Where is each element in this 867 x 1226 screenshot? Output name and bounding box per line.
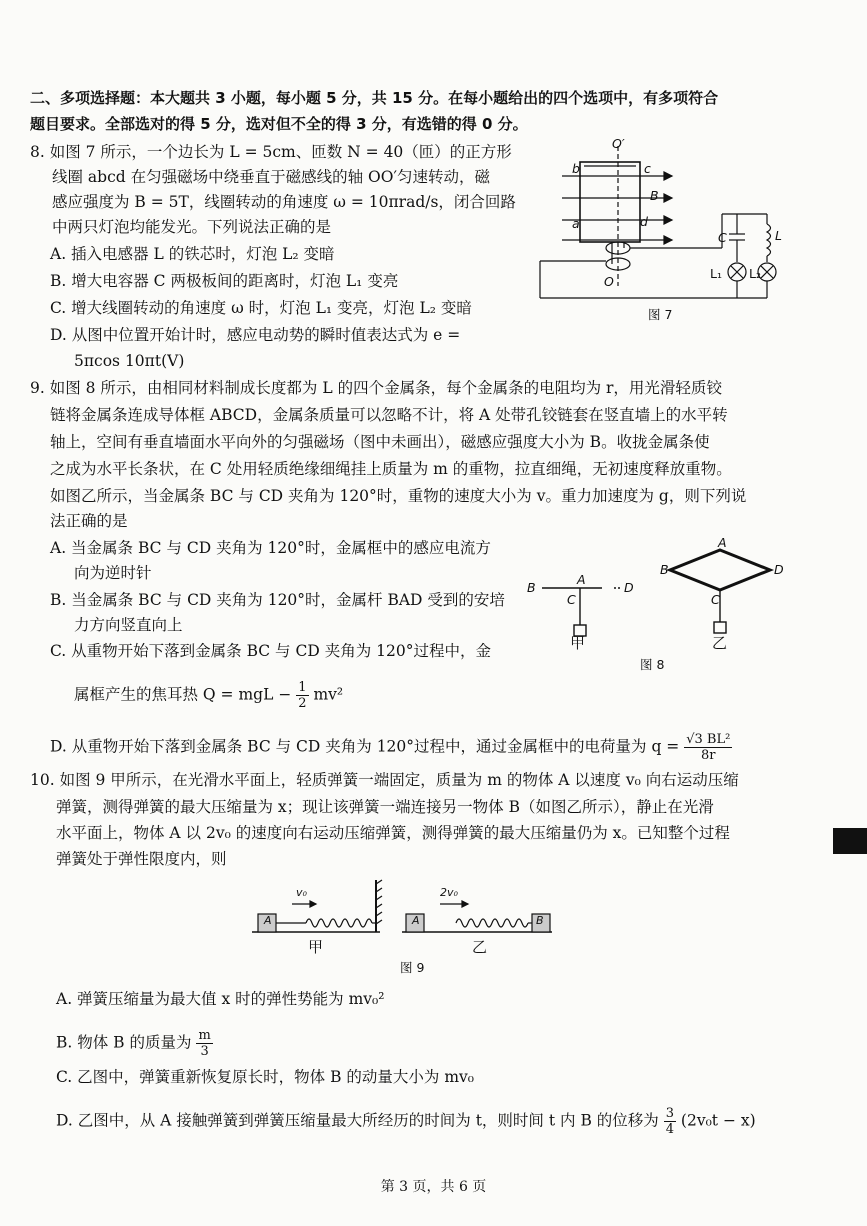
- figure-7-caption: 图 7: [648, 307, 673, 322]
- q10-b-pre: B. 物体 B 的质量为: [56, 1033, 192, 1052]
- q9-option-a-line2: 向为逆时针: [74, 564, 152, 582]
- q8-stem-line3: 感应强度为 B = 5T，线圈转动的角速度 ω = 10πrad/s，闭合回路: [52, 193, 516, 211]
- page-footer: 第 3 页，共 6 页: [380, 1179, 487, 1195]
- fig7-label-l2: L₂: [749, 266, 761, 281]
- fig8-jia-caption: 甲: [570, 634, 586, 652]
- q9-c-pre: 属框产生的焦耳热 Q = mgL −: [74, 685, 292, 704]
- fig7-label-b: b: [572, 161, 580, 176]
- q10-d-post: (2v₀t − x): [680, 1111, 756, 1130]
- section-header-line1: 二、多项选择题：本大题共 3 小题，每小题 5 分，共 15 分。在每小题给出的四个选项中，有多项符合: [30, 89, 719, 107]
- q9-option-c-line1: C. 从重物开始下落到金属条 BC 与 CD 夹角为 120°过程中，金: [50, 642, 491, 660]
- fig8-jia-label-c: C: [567, 592, 576, 607]
- fig7-label-a: a: [572, 216, 580, 231]
- q10-d-fraction: $\frac{3}{4}$: [665, 1106, 674, 1137]
- q9-d-fraction: $\frac{\text{√3 BL²}}{8r}$: [686, 732, 731, 763]
- fig7-label-field: B: [650, 188, 659, 203]
- fig8-jia-label-b: B: [527, 580, 536, 595]
- q8-stem-line4: 中两只灯泡均能发光。下列说法正确的是: [52, 218, 332, 236]
- fig8-yi-label-c: C: [711, 592, 720, 607]
- q10-stem-line4: 弹簧处于弹性限度内，则: [56, 850, 227, 868]
- fig7-label-d: d: [640, 214, 648, 229]
- q9-stem-line6: 法正确的是: [50, 512, 128, 530]
- figure-9-diagram: [248, 872, 558, 942]
- q8-option-b: B. 增大电容器 C 两极板间的距离时，灯泡 L₁ 变亮: [50, 272, 399, 290]
- q8-option-d-line2: 5πcos 10πt(V): [74, 352, 185, 370]
- fig8-yi-label-a: A: [718, 535, 727, 550]
- q8-option-c: C. 增大线圈转动的角速度 ω 时，灯泡 L₁ 变亮，灯泡 L₂ 变暗: [50, 299, 472, 317]
- q8-option-a: A. 插入电感器 L 的铁芯时，灯泡 L₂ 变暗: [50, 245, 335, 263]
- q10-option-c: C. 乙图中，弹簧重新恢复原长时，物体 B 的动量大小为 mv₀: [56, 1068, 475, 1086]
- section-header-line2: 题目要求。全部选对的得 5 分，选对但不全的得 3 分，有选错的得 0 分。: [30, 115, 528, 133]
- fig9-jia-caption: 甲: [308, 938, 324, 956]
- q9-stem-line4: 之成为水平长条状，在 C 处用轻质绝缘细绳挂上质量为 m 的重物，拉直细绳，无初速度释放重物。: [50, 460, 732, 478]
- q9-stem-line5: 如图乙所示，当金属条 BC 与 CD 夹角为 120°时，重物的速度大小为 v。重力加速度为 g，则下列说: [50, 487, 747, 505]
- fig8-jia-label-d: D: [624, 580, 634, 595]
- q8-option-d-line1: D. 从图中位置开始计时，感应电动势的瞬时值表达式为 e =: [50, 326, 461, 344]
- q10-stem-line3: 水平面上，物体 A 以 2v₀ 的速度向右运动压缩弹簧，测得弹簧的最大压缩量仍为 x。已知整个过程: [56, 824, 730, 842]
- figure-8-diagram: [520, 530, 820, 660]
- fig7-label-o: O: [604, 274, 614, 289]
- fig9-yi-block-a: A: [412, 914, 420, 927]
- q10-option-d: [56, 1106, 756, 1137]
- fig7-label-c: c: [644, 161, 651, 176]
- q8-stem-line2: 线圈 abcd 在匀强磁场中绕垂直于磁感线的轴 OO′匀速转动，磁: [52, 168, 490, 186]
- q9-option-a-line1: A. 当金属条 BC 与 CD 夹角为 120°时，金属框中的感应电流方: [50, 539, 491, 557]
- fig8-yi-label-b: B: [660, 562, 669, 577]
- q10-option-a: A. 弹簧压缩量为最大值 x 时的弹性势能为 mv₀²: [56, 990, 385, 1008]
- fig8-jia-label-a: A: [577, 572, 586, 587]
- q9-c-post: mv²: [313, 685, 344, 704]
- q9-option-b-line1: B. 当金属条 BC 与 CD 夹角为 120°时，金属杆 BAD 受到的安培: [50, 591, 505, 609]
- fig7-label-op: O′: [612, 136, 625, 151]
- q10-stem-line2: 弹簧，测得弹簧的最大压缩量为 x；现让该弹簧一端连接另一物体 B（如图乙所示），静止在光滑: [56, 798, 714, 816]
- fig7-label-inductor: L: [775, 228, 782, 243]
- q9-c-fraction: $\frac{1}{2}$: [298, 680, 307, 711]
- fig9-jia-v0: v₀: [296, 886, 307, 899]
- q9-d-pre: D. 从重物开始下落到金属条 BC 与 CD 夹角为 120°过程中，通过金属框中的电荷量为 q =: [50, 737, 680, 756]
- q8-stem-line1: 8. 如图 7 所示，一个边长为 L = 5cm、匝数 N = 40（匝）的正方形: [30, 143, 512, 161]
- q9-stem-line2: 链将金属条连成导体框 ABCD，金属条质量可以忽略不计，将 A 处带孔铰链套在竖直墙上的水平转: [50, 406, 728, 424]
- page-edge-tab: [833, 828, 867, 854]
- fig8-yi-caption: 乙: [712, 634, 728, 652]
- fig9-jia-block-a: A: [264, 914, 272, 927]
- q10-option-b: [56, 1028, 213, 1059]
- fig7-label-capacitor: C: [718, 230, 727, 245]
- q9-stem-line3: 轴上，空间有垂直墙面水平向外的匀强磁场（图中未画出），磁感应强度大小为 B。收拢金属条使: [50, 433, 710, 451]
- fig8-yi-label-d: D: [774, 562, 784, 577]
- q10-b-fraction: $\frac{m}{3}$: [198, 1028, 211, 1059]
- fig9-yi-v2: 2v₀: [440, 886, 458, 899]
- figure-8-caption: 图 8: [640, 657, 665, 672]
- fig9-yi-block-b: B: [536, 914, 544, 927]
- figure-9-caption: 图 9: [400, 960, 425, 975]
- q9-option-c-line2: [74, 680, 343, 711]
- q9-stem-line1: 9. 如图 8 所示，由相同材料制成长度都为 L 的四个金属条，每个金属条的电阻均为 r，用光滑轻质铰: [30, 379, 722, 397]
- q9-option-d: [50, 732, 732, 763]
- fig9-yi-caption: 乙: [472, 938, 488, 956]
- fig7-label-l1: L₁: [710, 266, 722, 281]
- q10-d-pre: D. 乙图中，从 A 接触弹簧到弹簧压缩量最大所经历的时间为 t，则时间 t 内 B 的位移为: [56, 1111, 659, 1130]
- q9-option-b-line2: 力方向竖直向上: [74, 616, 183, 634]
- q10-stem-line1: 10. 如图 9 甲所示，在光滑水平面上，轻质弹簧一端固定，质量为 m 的物体 A 以速度 v₀ 向右运动压缩: [30, 771, 739, 789]
